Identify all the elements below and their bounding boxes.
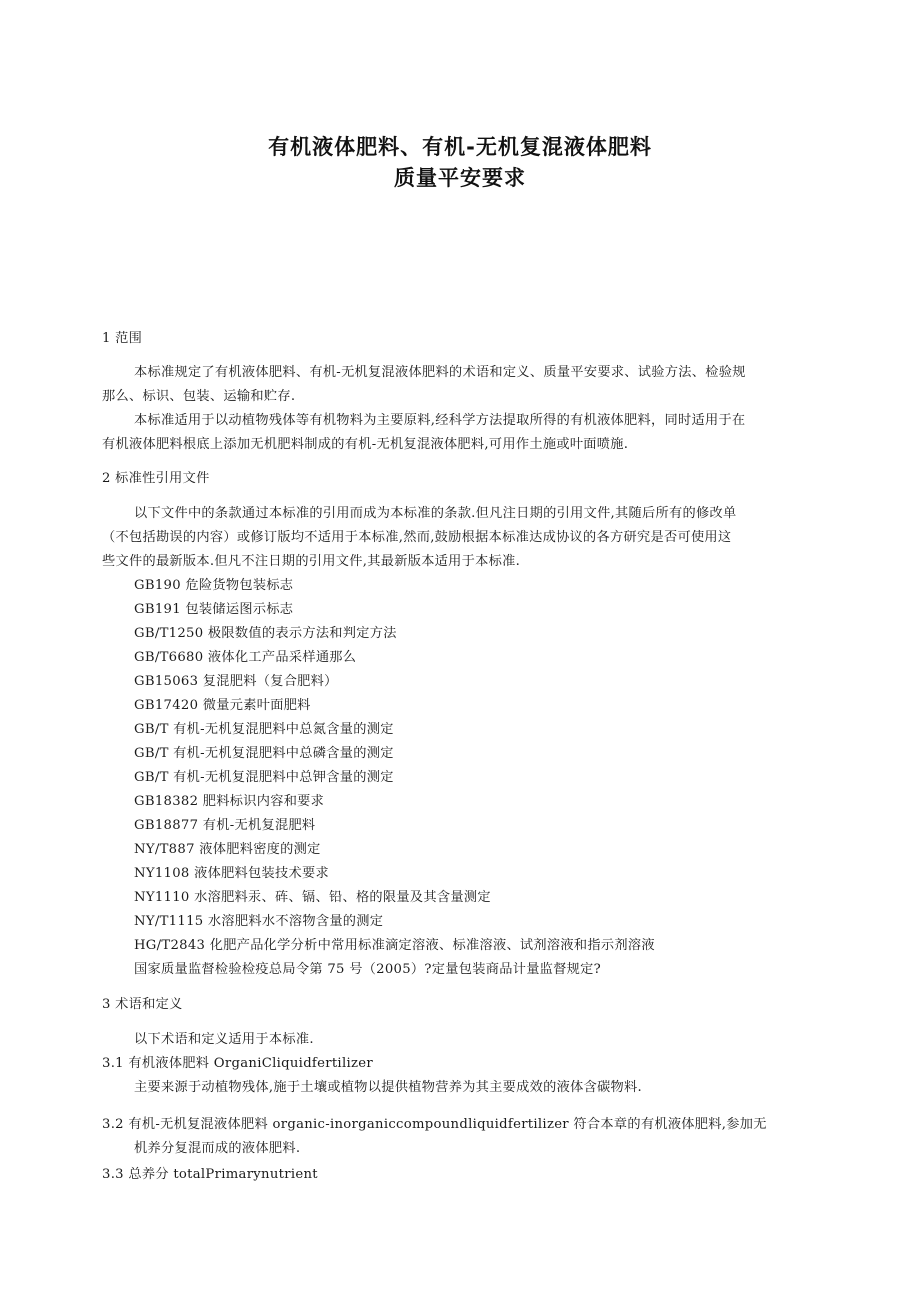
reference-item: 国家质量监督检验检疫总局令第 75 号（2005）?定量包装商品计量监督规定?: [134, 962, 602, 977]
term-3-3: 3.3 总养分 totalPrimarynutrient: [102, 1167, 318, 1182]
section-2-paragraph-line-3: 些文件的最新版本.但凡不注日期的引用文件,其最新版本适用于本标准.: [102, 554, 521, 569]
reference-item: GB/T6680 液体化工产品采样通那么: [134, 650, 357, 665]
section-2-paragraph-line-2: （不包括勘误的内容）或修订版均不适用于本标准,然而,鼓励根据本标准达成协议的各方研究是否可使用这: [102, 530, 732, 545]
document-title-line-1: 有机液体肥料、有机-无机复混液体肥料: [268, 135, 652, 159]
document-title-line-2: 质量平安要求: [394, 166, 526, 190]
reference-item: GB/T 有机-无机复混肥料中总磷含量的测定: [134, 746, 394, 761]
term-3-2-line-2: 机养分复混而成的液体肥料.: [134, 1141, 301, 1156]
section-1-paragraph-2-line-1: 本标准适用于以动植物残体等有机物料为主要原料,经科学方法提取所得的有机液体肥料，同时适用于在: [134, 413, 746, 428]
reference-item: GB/T 有机-无机复混肥料中总氮含量的测定: [134, 722, 394, 737]
reference-item: GB15063 复混肥料（复合肥料）: [134, 674, 338, 689]
section-2-heading: 2 标准性引用文件: [102, 471, 210, 486]
reference-item: GB18382 肥料标识内容和要求: [134, 794, 325, 809]
reference-item: NY/T1115 水溶肥料水不溶物含量的测定: [134, 914, 384, 929]
term-3-1-definition: 主要来源于动植物残体,施于土壤或植物以提供植物营养为其主要成效的液体含碳物料.: [134, 1080, 643, 1095]
reference-item: NY1110 水溶肥料汞、砗、镉、铅、格的限量及其含量测定: [134, 890, 491, 905]
section-1-heading: 1 范围: [102, 331, 143, 346]
reference-item: HG/T2843 化肥产品化学分析中常用标准滴定溶液、标准溶液、试剂溶液和指示剂溶液: [134, 938, 655, 953]
section-3-intro: 以下术语和定义适用于本标准.: [134, 1032, 314, 1047]
section-1-paragraph-1-line-1: 本标准规定了有机液体肥料、有机-无机复混液体肥料的术语和定义、质量平安要求、试验方法、检验规: [134, 365, 746, 380]
reference-item: GB/T 有机-无机复混肥料中总钾含量的测定: [134, 770, 394, 785]
section-2-paragraph-line-1: 以下文件中的条款通过本标准的引用而成为本标准的条款.但凡注日期的引用文件,其随后所有的修改单: [134, 506, 737, 521]
term-3-2-line-1: 3.2 有机-无机复混液体肥料 organic-inorganiccompoundliquidfertilizer 符合本章的有机液体肥料,参加无: [102, 1117, 767, 1132]
reference-item: GB18877 有机-无机复混肥料: [134, 818, 316, 833]
section-3-heading: 3 术语和定义: [102, 997, 183, 1012]
reference-item: GB/T1250 极限数值的表示方法和判定方法: [134, 626, 397, 641]
section-1-paragraph-1-line-2: 那么、标识、包装、运输和贮存.: [102, 389, 296, 404]
reference-item: GB17420 微量元素叶面肥料: [134, 698, 311, 713]
reference-item: NY1108 液体肥料包装技术要求: [134, 866, 329, 881]
reference-item: GB190 危险货物包装标志: [134, 578, 294, 593]
term-3-1: 3.1 有机液体肥料 OrganiCliquidfertilizer: [102, 1056, 373, 1071]
reference-item: GB191 包装储运图示标志: [134, 602, 294, 617]
section-1-paragraph-2-line-2: 有机液体肥料根底上添加无机肥料制成的有机-无机复混液体肥料,可用作土施或叶面喷施.: [102, 437, 629, 452]
reference-item: NY/T887 液体肥料密度的测定: [134, 842, 321, 857]
